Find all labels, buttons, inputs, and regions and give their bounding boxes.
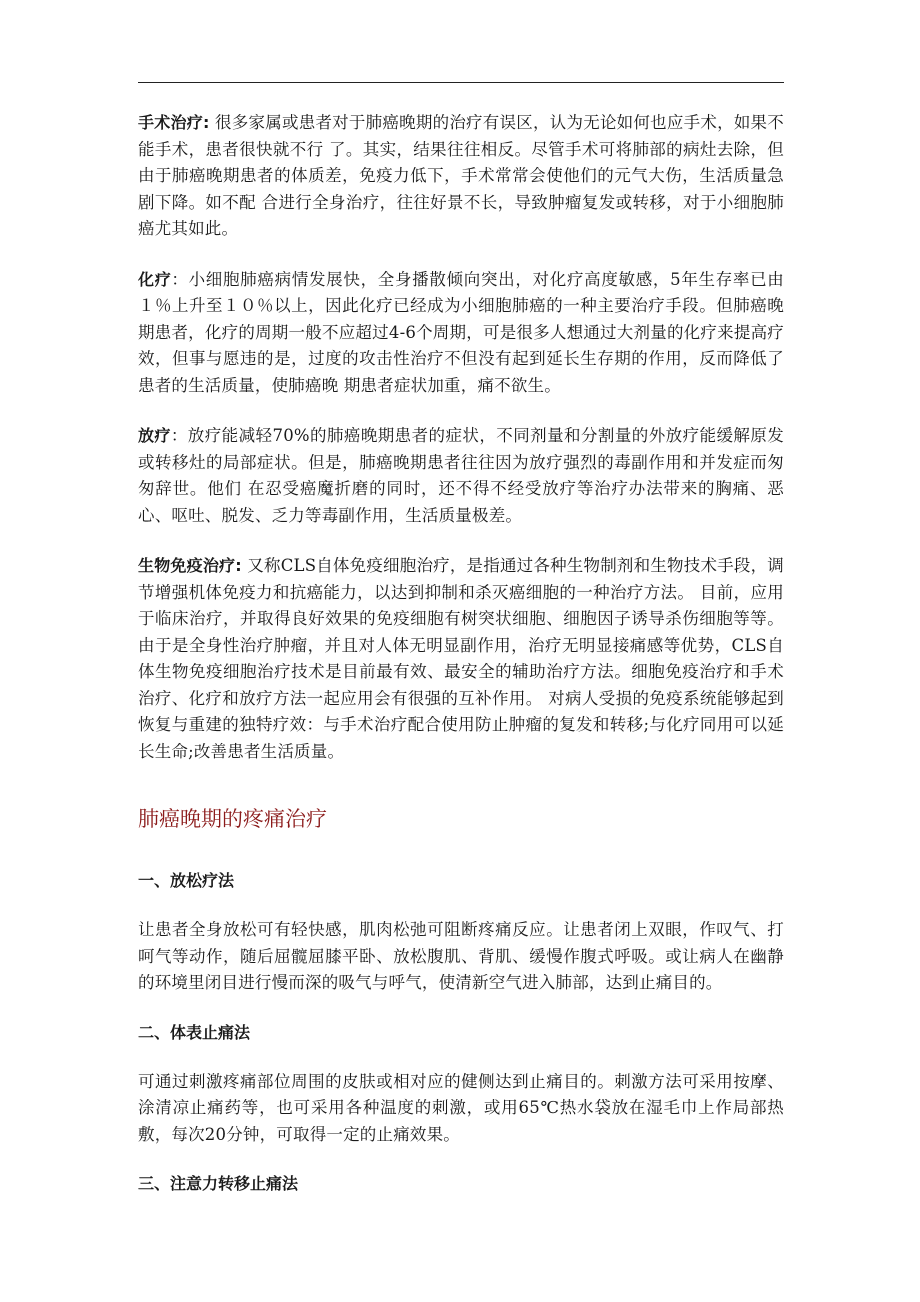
- paragraph-lead: 化疗: [138, 269, 172, 289]
- header-rule: [138, 82, 784, 83]
- paragraph-text: 又称CLS自体免疫细胞治疗，是指通过各种生物制剂和生物技术手段，调节增强机体免疫力和抗癌能力，以达到抑制和杀灭癌细胞的一种治疗方法。 目前，应用于临床治疗，并取得良好效果的免疫细胞有树突状细胞、细胞因子诱导杀伤细胞等等。由于是全身性治疗肿瘤，并且对人体无明显副作用，治疗无明显接痛感等优势，CLS自体生物免疫细胞治疗技术是目前最有效、最安全的辅助治疗方法。细胞免疫治疗和手术治疗、化疗和放疗方法一起应用会有很强的互补作用。 对病人受损的免疫系统能够起到恢复与重建的独特疗效：与手术治疗配合使用防止肿瘤的复发和转移;与化疗同用可以延长生命;改善患者生活质量。: [138, 556, 784, 761]
- section-title: 肺癌晚期的疼痛治疗: [138, 807, 327, 831]
- paragraph-chemotherapy: [138, 267, 784, 400]
- subsection-heading-relaxation: 一、放松疗法: [138, 871, 235, 890]
- subsection-heading-distraction: 三、注意力转移止痛法: [138, 1174, 299, 1193]
- paragraph-lead: 生物免疫治疗:: [138, 556, 242, 575]
- paragraph-text: ：放疗能减轻70%的肺癌晚期患者的症状，不同剂量和分割量的外放疗能缓解原发或转移灶的局部症状。但是，肺癌晚期患者往往因为放疗强烈的毒副作用和并发症而匆匆辞世。他们 在忍受癌魔折磨的同时，还不得不经受放疗等治疗办法带来的胸痛、恶心、呕吐、脱发、乏力等毒副作用，生活质量极差。: [138, 426, 784, 525]
- document-body: [138, 110, 784, 1220]
- subsection-heading-surface: 二、体表止痛法: [138, 1022, 251, 1042]
- paragraph-text: ：小细胞肺癌病情发展快，全身播散倾向突出，对化疗高度敏感，5年生存率已由１％上升至１０％以上，因此化疗已经成为小细胞肺癌的一种主要治疗手段。但肺癌晚期患者，化疗的周期一般不应超过4-6个周期，可是很多人想通过大剂量的化疗来提高疗效，但事与愿违的是，过度的攻击性治疗不但没有起到延长生存期的作用，反而降低了患者的生活质量，使肺癌晚 期患者症状加重，痛不欲生。: [138, 269, 785, 395]
- paragraph-radiotherapy: [138, 423, 784, 529]
- subsection-text-relaxation: 让患者全身放松可有轻快感，肌肉松弛可阻断疼痛反应。让患者闭上双眼，作叹气、打呵气等动作，随后屈髋屈膝平卧、放松腹肌、背肌、缓慢作腹式呼吸。或让病人在幽静的环境里闭目进行慢而深的吸气与呼气，使清新空气进入肺部，达到止痛目的。: [138, 920, 784, 992]
- paragraph-surgery: [138, 110, 784, 243]
- paragraph-lead: 手术治疗:: [138, 113, 210, 132]
- paragraph-text: 很多家属或患者对于肺癌晚期的治疗有误区，认为无论如何也应手术，如果不能手术，患者很快就不行 了。其实，结果往往相反。尽管手术可将肺部的病灶去除，但由于肺癌晚期患者的体质差，免疫力低下，手术常常会使他们的元气大伤，生活质量急剧下降。如不配 合进行全身治疗，往往好景不长，导致肿瘤复发或转移，对于小细胞肺癌尤其如此。: [138, 113, 784, 238]
- paragraph-lead: 放疗: [138, 426, 171, 445]
- subsection-text-surface: 可通过刺激疼痛部位周围的皮肤或相对应的健侧达到止痛目的。刺激方法可采用按摩、涂清凉止痛药等，也可采用各种温度的刺激，或用65℃热水袋放在湿毛巾上作局部热敷，每次20分钟，可取得一定的止痛效果。: [138, 1071, 784, 1144]
- paragraph-immunotherapy: [138, 553, 784, 765]
